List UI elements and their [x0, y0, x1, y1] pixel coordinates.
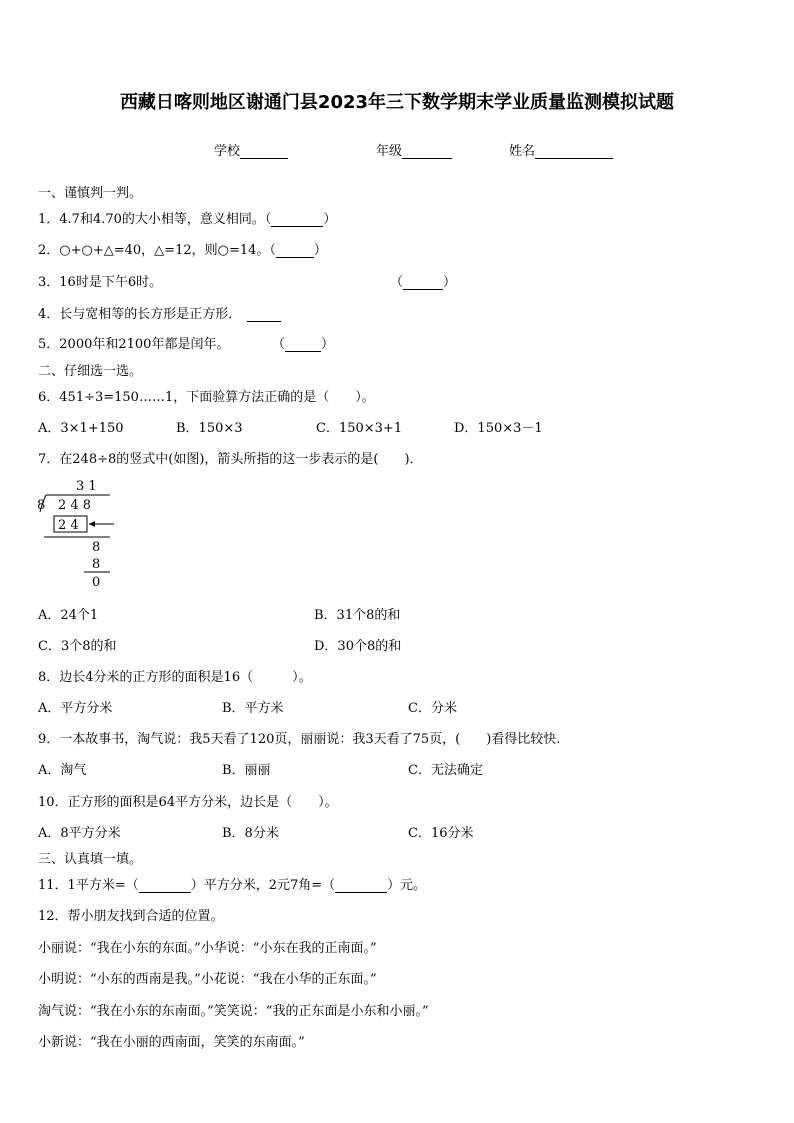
- answer-blank-11b[interactable]: [335, 879, 387, 893]
- long-division-figure: [34, 476, 124, 591]
- q12-statement-4: 小新说：“我在小丽的西南面，笑笑的东南面。”: [38, 1035, 305, 1050]
- q10-option-c[interactable]: C．16分米: [408, 826, 474, 841]
- q6-option-c[interactable]: C．150×3+1: [316, 421, 403, 436]
- school-label: 学校: [214, 144, 241, 159]
- question-9: 9．一本故事书，淘气说：我5天看了120页，丽丽说：我3天看了75页，( )看得比较快.: [38, 732, 561, 747]
- division-subtract-2: 8: [92, 557, 101, 572]
- q7-option-c[interactable]: C．3个8的和: [38, 639, 117, 654]
- q9-option-b[interactable]: B．丽丽: [222, 763, 271, 778]
- question-7: 7．在248÷8的竖式中(如图)，箭头所指的这一步表示的是( )．: [38, 452, 423, 467]
- name-label: 姓名: [509, 144, 536, 159]
- question-5-answer: （ ）: [272, 337, 335, 352]
- answer-blank-1[interactable]: [271, 213, 323, 227]
- q7-option-a[interactable]: A．24个1: [38, 608, 99, 623]
- answer-blank-2[interactable]: [276, 244, 314, 258]
- grade-field: [376, 140, 452, 159]
- grade-label: 年级: [376, 144, 403, 159]
- page-title: 西藏日喀则地区谢通门县2023年三下数学期末学业质量监测模拟试题: [119, 92, 675, 113]
- division-remainder-1: 8: [92, 540, 101, 555]
- q10-option-b[interactable]: B．8分米: [222, 826, 279, 841]
- answer-blank-3[interactable]: [403, 276, 443, 290]
- name-blank[interactable]: [535, 144, 613, 159]
- question-6: 6．451÷3=150……1，下面验算方法正确的是（ ）。: [38, 390, 375, 405]
- division-divisor: 8: [37, 498, 46, 513]
- q9-option-c[interactable]: C．无法确定: [408, 763, 483, 778]
- q6-option-b[interactable]: B．150×3: [176, 421, 243, 436]
- q9-option-a[interactable]: A．淘气: [38, 763, 87, 778]
- division-quotient: 3 1: [76, 479, 97, 494]
- q7-option-d[interactable]: D．30个8的和: [314, 639, 402, 654]
- question-2: 2．○+○+△=40，△=12，则○=14。（ ）: [38, 243, 327, 258]
- question-11: 11．1平方米=（ ）平方分米，2元7角=（ ）元。: [38, 878, 427, 893]
- q12-statement-2: 小明说：“小东的西南是我。”小花说：“我在小华的正东面。”: [38, 972, 377, 987]
- arrow-icon: [89, 521, 95, 527]
- q6-option-a[interactable]: A．3×1+150: [38, 421, 124, 436]
- answer-blank-11a[interactable]: [139, 879, 191, 893]
- question-5: 5．2000年和2100年都是闰年。: [38, 337, 230, 352]
- division-dividend: 2 4 8: [58, 498, 92, 513]
- q8-option-a[interactable]: A．平方分米: [38, 701, 113, 716]
- section-3-heading: 三、认真填一填。: [38, 852, 143, 867]
- q12-statement-1: 小丽说：“我在小东的东面。”小华说：“小东在我的正南面。”: [38, 941, 377, 956]
- q10-option-a[interactable]: A．8平方分米: [38, 826, 121, 841]
- section-1-heading: 一、谨慎判一判。: [38, 186, 143, 201]
- answer-blank-5[interactable]: [285, 338, 321, 352]
- question-12: 12．帮小朋友找到合适的位置。: [38, 909, 224, 924]
- q7-option-b[interactable]: B．31个8的和: [314, 608, 401, 623]
- q6-option-d[interactable]: D．150×3－1: [454, 421, 543, 436]
- q8-option-b[interactable]: B．平方米: [222, 701, 284, 716]
- division-remainder-2: 0: [92, 575, 101, 590]
- question-1: 1．4.7和4.70的大小相等，意义相同。（ ）: [38, 212, 337, 227]
- school-blank[interactable]: [240, 144, 288, 159]
- school-field: [214, 140, 288, 159]
- name-field: [509, 140, 613, 159]
- answer-blank-4[interactable]: [247, 308, 281, 322]
- question-3: 3．16时是下午6时。: [38, 275, 163, 290]
- q8-option-c[interactable]: C．分米: [408, 701, 457, 716]
- question-8: 8．边长4分米的正方形的面积是16（ ）。: [38, 670, 312, 685]
- division-step1: 2 4: [58, 518, 79, 533]
- q12-statement-3: 淘气说：“我在小东的东南面。”笑笑说：“我的正东面是小东和小丽。”: [38, 1004, 429, 1019]
- question-4: 4．长与宽相等的长方形是正方形．: [38, 303, 281, 322]
- question-10: 10．正方形的面积是64平方分米，边长是（ ）。: [38, 795, 338, 810]
- grade-blank[interactable]: [402, 144, 452, 159]
- question-3-answer: （ ）: [390, 275, 457, 290]
- section-2-heading: 二、仔细选一选。: [38, 364, 143, 379]
